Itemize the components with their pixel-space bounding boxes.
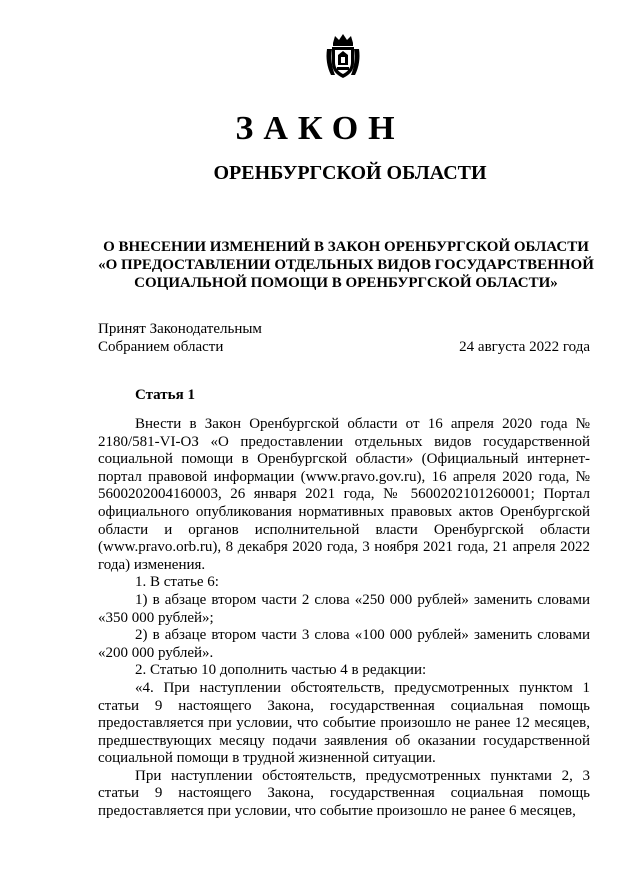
paragraph: «4. При наступлении обстоятельств, предусмотренных пунктом 1 статьи 9 настоящего Закона, государственная социальная помощь предоставляется при условии, что событие произошло не ранее 12 месяцев, предшествующих месяцу подачи заявления об оказании государственной социальной помощи в трудной жизненной ситуации. [98, 679, 590, 767]
paragraph: Внести в Закон Оренбургской области от 16 апреля 2020 года № 2180/581-VI-ОЗ «О предоставлении отдельных видов государственной социальной помощи в Оренбургской области» (Официальный интернет-портал правовой информации (www.pravo.gov.ru), 16 апреля 2020 года, № 5600202004160003, 26 января 2021 года, № 5600202101260001; Портал официального опубликования нормативных правовых актов Оренбургской области и органов исполнительной власти Оренбургской области (www.pravo.orb.ru), 8 декабря 2020 года, 3 ноября 2021 года, 21 апреля 2022 года) изменения. [98, 416, 590, 573]
heading-line: О ВНЕСЕНИИ ИЗМЕНЕНИЙ В ЗАКОН ОРЕНБУРГСКОЙ ОБЛАСТИ [103, 239, 589, 255]
article-title: Статья 1 [135, 387, 195, 403]
paragraph: 2. Статью 10 дополнить частью 4 в редакции: [135, 662, 427, 679]
coat-of-arms-emblem [325, 33, 361, 79]
adoption-date: 24 августа 2022 года [459, 339, 590, 355]
law-heading [98, 238, 594, 292]
paragraph: 2) в абзаце втором части 3 слова «100 000 рублей» заменить словами «200 000 рублей». [98, 627, 590, 661]
paragraph: При наступлении обстоятельств, предусмотренных пунктами 2, 3 статьи 9 настоящего Закона, государственная социальная помощь предоставляется при условии, что событие произошло не ранее 6 месяцев, [98, 767, 590, 820]
article-body [98, 416, 590, 821]
region-title: ОРЕНБУРГСКОЙ ОБЛАСТИ [213, 162, 487, 184]
paragraph: 1. В статье 6: [135, 574, 219, 591]
law-title: ЗАКОН [235, 110, 405, 147]
heading-line: СОЦИАЛЬНОЙ ПОМОЩИ В ОРЕНБУРГСКОЙ ОБЛАСТИ» [134, 275, 558, 291]
heading-line: «О ПРЕДОСТАВЛЕНИИ ОТДЕЛЬНЫХ ВИДОВ ГОСУДАРСТВЕННОЙ [98, 257, 594, 273]
adopted-by-line2: Собранием области [98, 339, 224, 355]
adopted-by-line1: Принят Законодательным [98, 321, 262, 337]
paragraph: 1) в абзаце втором части 2 слова «250 000 рублей» заменить словами «350 000 рублей»; [98, 591, 590, 626]
